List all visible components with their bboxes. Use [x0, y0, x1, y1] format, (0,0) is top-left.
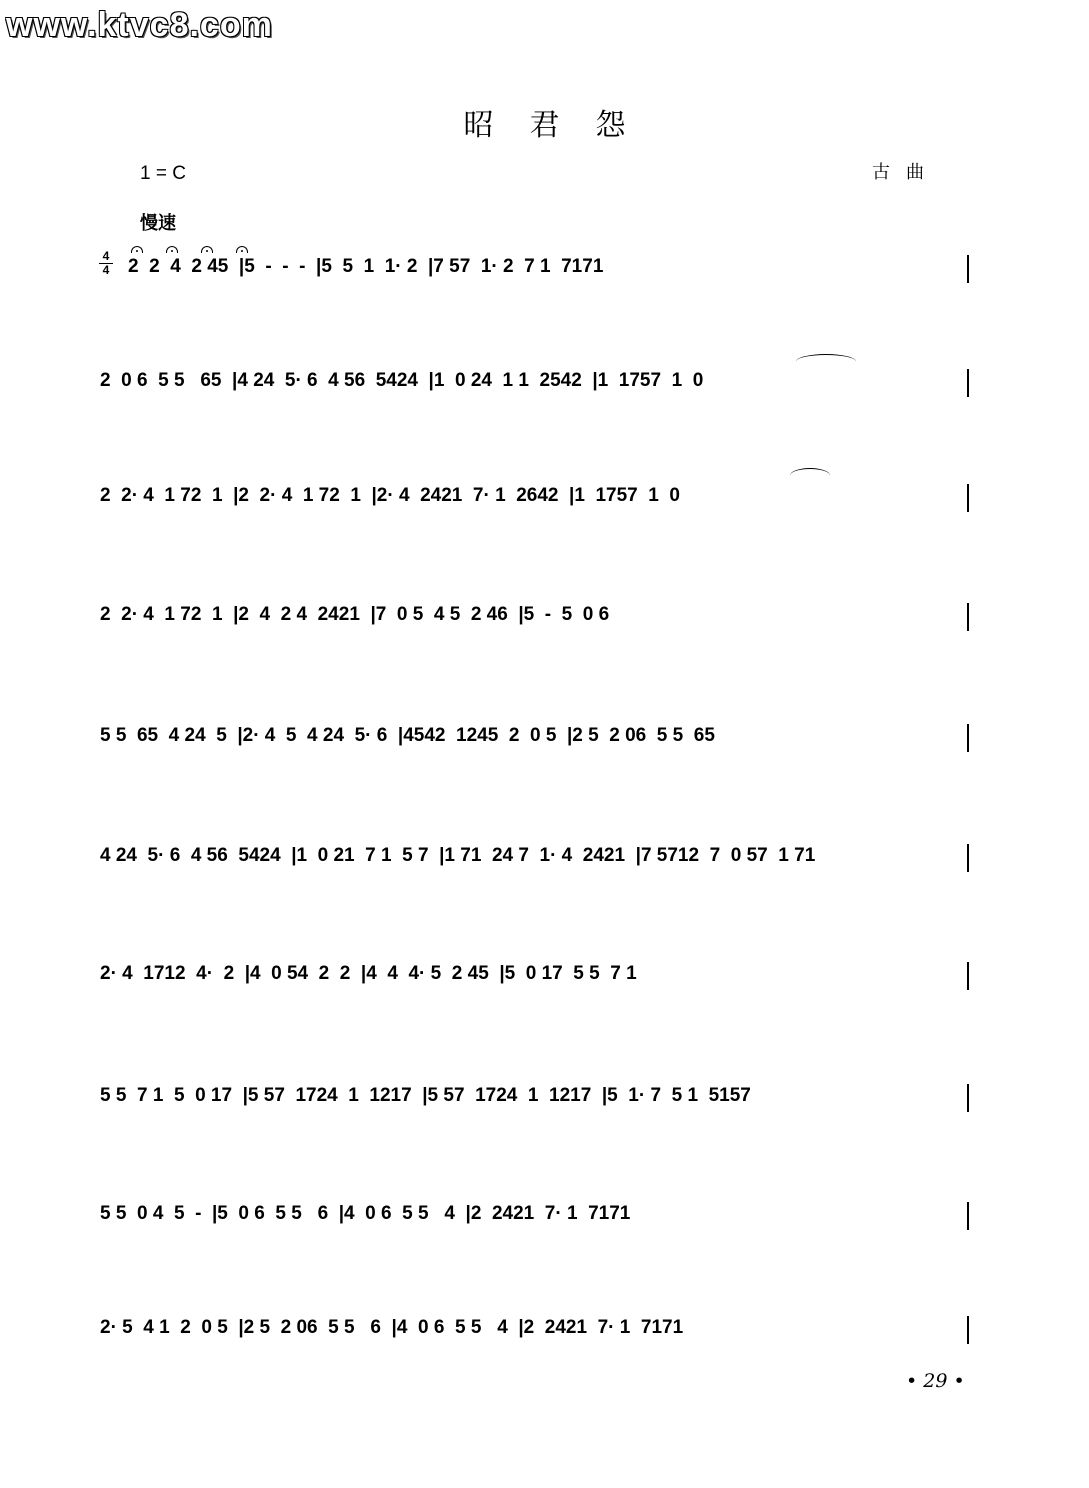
- staff-line-1: [0, 255, 1089, 315]
- barline: [967, 603, 969, 631]
- staff-line-8: [0, 1084, 1089, 1144]
- barline: [967, 1316, 969, 1344]
- watermark-logo: www.ktvc8.com: [6, 6, 273, 44]
- notes-line-4: 2 2· 4 1 72 1 |2 4 2 4 2421 |7 0 5 4 5 2 46 |5 - 5 0 6: [100, 604, 615, 625]
- fermata-mark: [201, 246, 213, 253]
- staff-line-10: [0, 1316, 1089, 1376]
- barline: [967, 1202, 969, 1230]
- notes-line-9: 5 5 0 4 5 - |5 0 6 5 5 6 |4 0 6 5 5 4 |2 2421 7· 1 7171: [100, 1203, 636, 1224]
- notes-line-6: 4 24 5· 6 4 56 5424 |1 0 21 7 1 5 7 |1 71 24 7 1· 4 2421 |7 5712 7 0 57 1 71: [100, 845, 821, 866]
- fermata-mark: [131, 246, 143, 253]
- fermata-mark: [166, 246, 178, 253]
- barline: [967, 1084, 969, 1112]
- notes-line-8: 5 5 7 1 5 0 17 |5 57 1724 1 1217 |5 57 1724 1 1217 |5 1· 7 5 1 5157: [100, 1085, 757, 1106]
- time-signature-denominator: 4: [102, 263, 110, 277]
- slur-mark: [790, 468, 830, 483]
- time-signature-numerator: 4: [99, 250, 113, 264]
- barline: [967, 724, 969, 752]
- staff-line-9: [0, 1202, 1089, 1262]
- staff-line-6: [0, 844, 1089, 904]
- staff-line-3: [0, 484, 1089, 544]
- key-signature: 1 = C: [140, 163, 186, 184]
- page-number: • 29 •: [906, 1370, 965, 1392]
- notes-line-1: 2 2 4 2 45 |5 - - - |5 5 1 1· 2 |7 57 1· 2 7 1 7171: [128, 256, 609, 277]
- barline: [967, 255, 969, 283]
- notes-line-3: 2 2· 4 1 72 1 |2 2· 4 1 72 1 |2· 4 2421 7· 1 2642 |1 1757 1 0: [100, 485, 686, 506]
- barline: [967, 369, 969, 397]
- staff-line-2: [0, 369, 1089, 429]
- song-title: 昭君怨: [463, 108, 662, 143]
- composer-credit: 古曲: [872, 162, 940, 183]
- slur-mark: [796, 354, 856, 369]
- fermata-mark: [236, 246, 248, 253]
- notes-line-7: 2· 4 1712 4· 2 |4 0 54 2 2 |4 4 4· 5 2 45 |5 0 17 5 5 7 1: [100, 963, 642, 984]
- barline: [967, 484, 969, 512]
- notes-line-10: 2· 5 4 1 2 0 5 |2 5 2 06 5 5 6 |4 0 6 5 5 4 |2 2421 7· 1 7171: [100, 1317, 689, 1338]
- staff-line-5: [0, 724, 1089, 784]
- barline: [967, 962, 969, 990]
- tempo-marking: 慢速: [140, 213, 176, 234]
- staff-line-7: [0, 962, 1089, 1022]
- barline: [967, 844, 969, 872]
- notes-line-2: 2 0 6 5 5 65 |4 24 5· 6 4 56 5424 |1 0 24 1 1 2542 |1 1757 1 0: [100, 370, 709, 391]
- staff-line-4: [0, 603, 1089, 663]
- notes-line-5: 5 5 65 4 24 5 |2· 4 5 4 24 5· 6 |4542 1245 2 0 5 |2 5 2 06 5 5 65: [100, 725, 721, 746]
